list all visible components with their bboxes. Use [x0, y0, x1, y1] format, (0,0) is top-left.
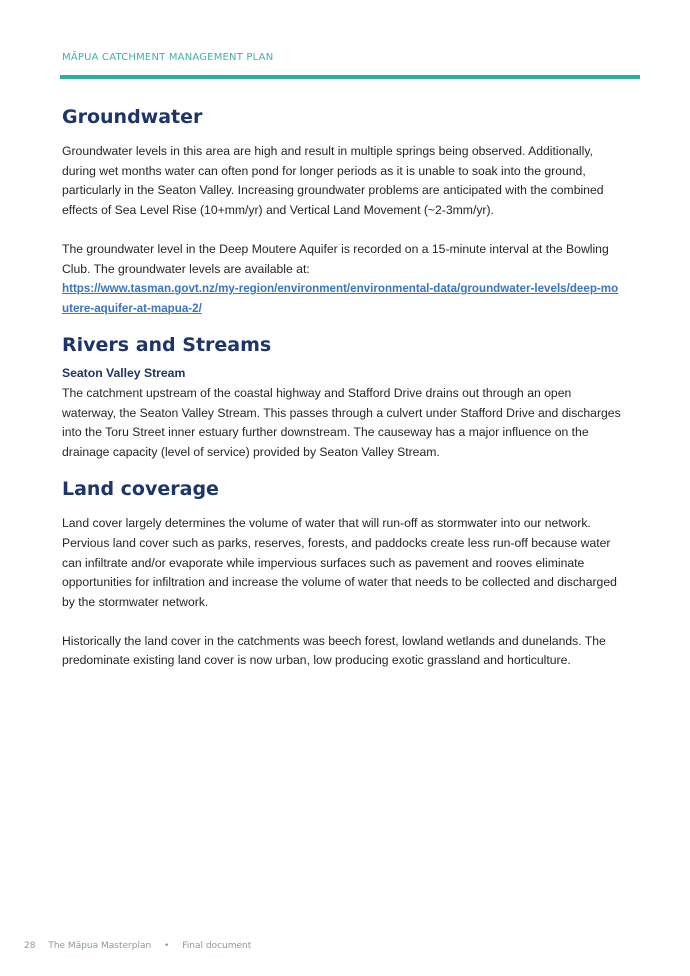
page-footer [24, 941, 261, 951]
groundwater-paragraph-1: Groundwater levels in this area are high and result in multiple springs being observed. Additionally, during wet months water can often pond for longer periods as it is unable to soak into the ground, particularly in the Seaton Valley. Increasing groundwater problems are anticipated with the combined effects of Sea Level Rise (10+mm/yr) and Vertical Land Movement (~2-3mm/yr). [62, 144, 604, 217]
groundwater-paragraph-2: The groundwater level in the Deep Moutere Aquifer is recorded on a 15-minute interval at the Bowling Club. The groundwater levels are available at: [62, 241, 609, 276]
groundwater-levels-link[interactable]: https://www.tasman.govt.nz/my-region/environment/environmental-data/groundwater-levels/deep-moutere-aquifer-at-mapua-2/ [62, 282, 619, 315]
groundwater-heading: Groundwater [62, 106, 203, 128]
rivers-paragraph-1: The catchment upstream of the coastal highway and Stafford Drive drains out through an open waterway, the Seaton Valley Stream. This passes through a culvert under Stafford Drive and discharges into the Toru Street inner estuary further downstream. The causeway has a major influence on the drainage capacity (level of service) provided by Seaton Valley Stream. [62, 385, 621, 459]
page-content [62, 104, 622, 671]
land-paragraph-1: Land cover largely determines the volume of water that will run-off as stormwater into our network. Pervious land cover such as parks, reserves, forests, and paddocks create less run-off because water can infiltrate and/or evaporate while impervious surfaces such as pavement and rooves eliminate opportunities for infiltration and increase the volume of water that needs to be collected and discharged by the stormwater network. [62, 516, 617, 609]
rivers-streams-heading: Rivers and Streams [62, 334, 272, 357]
seaton-valley-subheading: Seaton Valley Stream [62, 366, 186, 381]
running-header: MĀPUA CATCHMENT MANAGEMENT PLAN [62, 52, 274, 63]
land-paragraph-2: Historically the land cover in the catchments was beech forest, lowland wetlands and dunelands. The predominate existing land cover is now urban, low producing exotic grassland and horticulture. [62, 633, 606, 668]
land-coverage-heading: Land coverage [62, 478, 219, 501]
footer-status: Final document [182, 941, 252, 951]
footer-separator: • [164, 941, 170, 951]
footer-document-title: The Māpua Masterplan [48, 941, 152, 951]
header-rule [60, 75, 640, 79]
page-number: 28 [24, 941, 36, 951]
